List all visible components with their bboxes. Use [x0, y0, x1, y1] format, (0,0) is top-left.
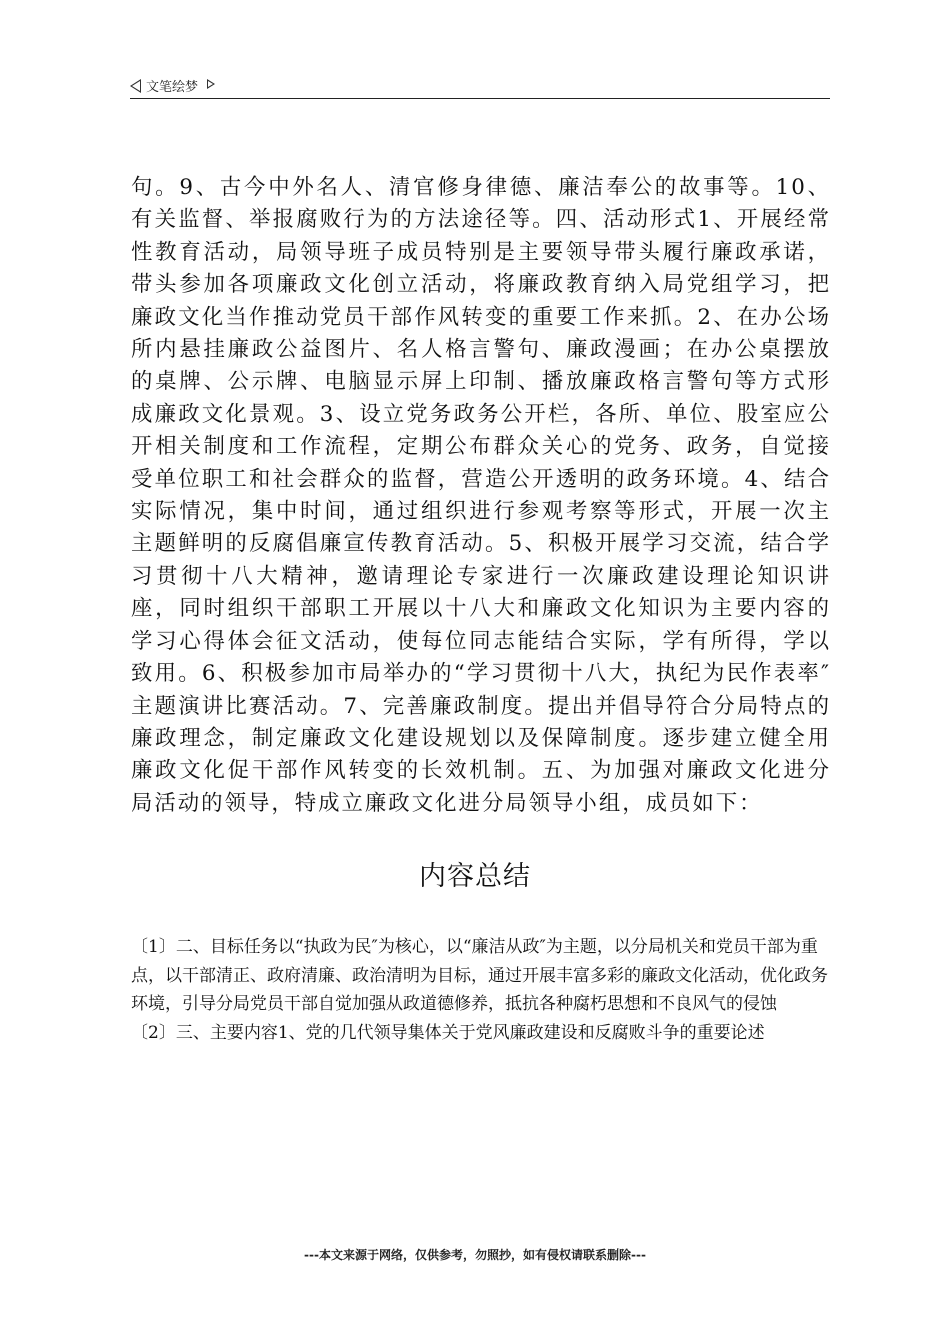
page-footer: ---本文来源于网络，仅供参考，勿照抄，如有侵权请联系删除---: [304, 1248, 646, 1262]
left-triangle-icon: [130, 79, 141, 93]
right-triangle-icon: [207, 79, 215, 89]
page-header: [130, 74, 830, 99]
brand-name: 文笔绘梦: [146, 80, 199, 95]
summary-title: 内容总结: [419, 861, 531, 892]
header-brand: [130, 76, 215, 95]
summary-list: [131, 933, 831, 1047]
document-body-text: 句。9、古今中外名人、清官修身律德、廉洁奉公的故事等。10、有关监督、举报腐败行为的方法途径等。四、活动形式1、开展经常性教育活动，局领导班子成员特别是主要领导带头履行廉政承诺，带头参加各项廉政文化创立活动，将廉政教育纳入局党组学习，把廉政文化当作推动党员干部作风转变的重要工作来抓。2、在办公场所内悬挂廉政公益图片、名人格言警句、廉政漫画；在办公桌摆放的桌牌、公示牌、电脑显示屏上印制、播放廉政格言警句等方式形成廉政文化景观。3、设立党务政务公开栏，各所、单位、股室应公开相关制度和工作流程，定期公布群众关心的党务、政务，自觉接受单位职工和社会群众的监督，营造公开透明的政务环境。4、结合实际情况，集中时间，通过组织进行参观考察等形式，开展一次主主题鲜明的反腐倡廉宣传教育活动。5、积极开展学习交流，结合学习贯彻十八大精神，邀请理论专家进行一次廉政建设理论知识讲座，同时组织干部职工开展以十八大和廉政文化知识为主要内容的学习心得体会征文活动，使每位同志能结合实际，学有所得，学以致用。6、积极参加市局举办的“学习贯彻十八大，执纪为民作表率″主题演讲比赛活动。7、完善廉政制度。提出并倡导符合分局特点的廉政理念，制定廉政文化建设规划以及保障制度。逐步建立健全用廉政文化促干部作风转变的长效机制。五、为加强对廉政文化进分局活动的领导，特成立廉政文化进分局领导小组，成员如下：: [131, 175, 831, 816]
summary-item: 〔1〕二、目标任务以“执政为民″为核心，以“廉洁从政″为主题，以分局机关和党员干部为重点，以干部清正、政府清廉、政治清明为目标，通过开展丰富多彩的廉政文化活动，优化政务环境，引导分局党员干部自觉加强从政道德修养，抵抗各种腐朽思想和不良风气的侵蚀: [131, 937, 828, 1014]
summary-item: 〔2〕三、主要内容1、党的几代领导集体关于党风廉政建设和反腐败斗争的重要论述: [131, 1022, 765, 1043]
